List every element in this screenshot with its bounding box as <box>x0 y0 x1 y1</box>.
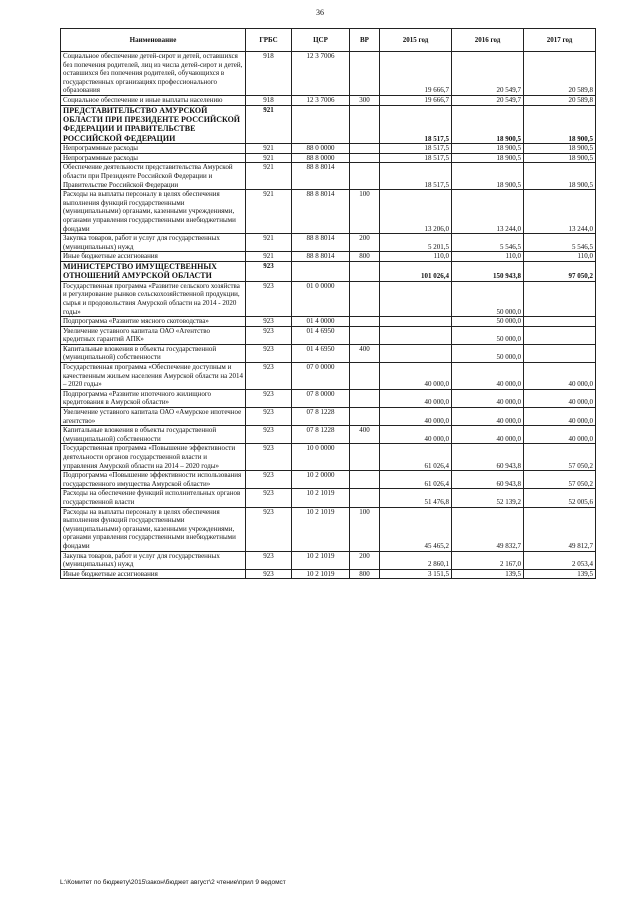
cell-2015: 18 517,5 <box>380 144 452 154</box>
cell-2017: 20 589,8 <box>524 52 596 96</box>
cell-2017: 97 050,2 <box>524 261 596 281</box>
cell-grbs: 923 <box>246 444 292 471</box>
column-header-name: Наименование <box>61 29 246 52</box>
cell-vr <box>350 363 380 390</box>
cell-name: Социальное обеспечение детей-сирот и детей, оставшихся без попечения родителей, лиц из числа детей-сирот и детей, оставшихся без попечения родителей, обучающихся в государственных организациях профессионального образования <box>61 52 246 96</box>
column-header-2016: 2016 год <box>452 29 524 52</box>
cell-2015 <box>380 326 452 344</box>
cell-2017: 20 589,8 <box>524 95 596 105</box>
cell-2015: 3 151,5 <box>380 569 452 579</box>
cell-2015: 40 000,0 <box>380 426 452 444</box>
cell-grbs: 921 <box>246 234 292 252</box>
cell-2017: 2 053,4 <box>524 551 596 569</box>
table-row <box>61 569 596 579</box>
cell-name: Расходы на выплаты персоналу в целях обеспечения выполнения функций государственными (муниципальными) органами, казенными учреждениями, органами управления государственными внебюджетными фондами <box>61 507 246 551</box>
table-row <box>61 489 596 507</box>
cell-grbs: 921 <box>246 144 292 154</box>
cell-csr <box>292 261 350 281</box>
cell-csr: 10 2 1019 <box>292 489 350 507</box>
cell-name: Непрограммные расходы <box>61 144 246 154</box>
cell-vr <box>350 261 380 281</box>
cell-grbs: 918 <box>246 95 292 105</box>
cell-2017: 18 900,5 <box>524 144 596 154</box>
table-row <box>61 389 596 407</box>
cell-2017: 110,0 <box>524 252 596 262</box>
cell-2017: 40 000,0 <box>524 363 596 390</box>
cell-vr <box>350 144 380 154</box>
cell-2015: 40 000,0 <box>380 408 452 426</box>
cell-grbs: 918 <box>246 52 292 96</box>
cell-2015: 18 517,5 <box>380 163 452 190</box>
cell-name: Иные бюджетные ассигнования <box>61 252 246 262</box>
cell-2016: 2 167,0 <box>452 551 524 569</box>
table-row <box>61 144 596 154</box>
table-body <box>61 52 596 579</box>
cell-name: Капитальные вложения в объекты государственной (муниципальной) собственности <box>61 426 246 444</box>
cell-vr: 100 <box>350 507 380 551</box>
cell-name: Государственная программа «Развитие сельского хозяйства и регулирование рынков сельскохозяйственной продукции, сырья и продовольствия Амурской области на 2014 - 2020 годы» <box>61 281 246 316</box>
cell-csr: 10 2 1019 <box>292 551 350 569</box>
cell-2015: 45 465,2 <box>380 507 452 551</box>
cell-csr: 10 2 1019 <box>292 569 350 579</box>
table-row <box>61 363 596 390</box>
cell-csr: 88 8 8014 <box>292 190 350 234</box>
cell-vr: 400 <box>350 426 380 444</box>
cell-2017: 49 812,7 <box>524 507 596 551</box>
cell-2015: 19 666,7 <box>380 95 452 105</box>
cell-csr: 88 8 8014 <box>292 234 350 252</box>
cell-2017 <box>524 317 596 327</box>
table-row <box>61 252 596 262</box>
cell-2016: 40 000,0 <box>452 426 524 444</box>
cell-2016: 50 000,0 <box>452 326 524 344</box>
cell-2016: 40 000,0 <box>452 363 524 390</box>
cell-vr <box>350 52 380 96</box>
cell-2017: 18 900,5 <box>524 163 596 190</box>
cell-name: Обеспечение деятельности представительства Амурской области при Президенте Российской Федерации и Правительстве Российской Федерации <box>61 163 246 190</box>
cell-csr: 12 3 7006 <box>292 95 350 105</box>
cell-csr: 07 0 0000 <box>292 363 350 390</box>
table-row <box>61 261 596 281</box>
table-row <box>61 95 596 105</box>
table-row <box>61 444 596 471</box>
cell-grbs: 921 <box>246 252 292 262</box>
table-row <box>61 317 596 327</box>
cell-name: МИНИСТЕРСТВО ИМУЩЕСТВЕННЫХ ОТНОШЕНИЙ АМУРСКОЙ ОБЛАСТИ <box>61 261 246 281</box>
table-row <box>61 344 596 362</box>
cell-csr: 88 0 0000 <box>292 144 350 154</box>
cell-csr: 88 8 8014 <box>292 163 350 190</box>
cell-vr <box>350 444 380 471</box>
cell-2016: 13 244,0 <box>452 190 524 234</box>
cell-name: Подпрограмма «Развитие ипотечного жилищного кредитования в Амурской области» <box>61 389 246 407</box>
cell-2015: 51 476,8 <box>380 489 452 507</box>
cell-2015: 19 666,7 <box>380 52 452 96</box>
cell-csr <box>292 105 350 144</box>
cell-grbs: 921 <box>246 163 292 190</box>
column-header-2015: 2015 год <box>380 29 452 52</box>
cell-2017 <box>524 344 596 362</box>
table-row <box>61 153 596 163</box>
cell-2016: 49 832,7 <box>452 507 524 551</box>
cell-2017 <box>524 326 596 344</box>
cell-csr: 12 3 7006 <box>292 52 350 96</box>
cell-2015: 13 206,0 <box>380 190 452 234</box>
cell-csr: 01 4 0000 <box>292 317 350 327</box>
table-row <box>61 426 596 444</box>
cell-2017: 57 050,2 <box>524 444 596 471</box>
cell-2017: 40 000,0 <box>524 389 596 407</box>
cell-2016: 40 000,0 <box>452 408 524 426</box>
cell-2016: 18 900,5 <box>452 153 524 163</box>
cell-vr: 800 <box>350 252 380 262</box>
cell-name: Социальное обеспечение и иные выплаты населению <box>61 95 246 105</box>
cell-csr: 88 8 0000 <box>292 153 350 163</box>
cell-name: Закупка товаров, работ и услуг для государственных (муниципальных) нужд <box>61 551 246 569</box>
cell-vr <box>350 471 380 489</box>
cell-2016: 50 000,0 <box>452 317 524 327</box>
file-path-footer: L:\Комитет по бюджету\2015\закон\бюджет август\2 чтение\прил 9 ведомст <box>60 879 286 886</box>
table-row <box>61 190 596 234</box>
cell-2015: 18 517,5 <box>380 105 452 144</box>
cell-vr: 800 <box>350 569 380 579</box>
cell-2016: 40 000,0 <box>452 389 524 407</box>
cell-grbs: 923 <box>246 569 292 579</box>
cell-vr <box>350 153 380 163</box>
cell-csr: 01 4 6950 <box>292 344 350 362</box>
cell-2017: 18 900,5 <box>524 105 596 144</box>
cell-grbs: 923 <box>246 326 292 344</box>
table-row <box>61 163 596 190</box>
expenditure-table <box>60 28 596 579</box>
cell-2015 <box>380 317 452 327</box>
table-row <box>61 507 596 551</box>
cell-2017: 52 005,6 <box>524 489 596 507</box>
cell-2016: 5 546,5 <box>452 234 524 252</box>
cell-vr: 200 <box>350 234 380 252</box>
cell-2016: 52 139,2 <box>452 489 524 507</box>
cell-2015: 2 860,1 <box>380 551 452 569</box>
table-row <box>61 551 596 569</box>
cell-grbs: 923 <box>246 344 292 362</box>
cell-vr: 200 <box>350 551 380 569</box>
column-header-csr: ЦСР <box>292 29 350 52</box>
cell-vr <box>350 105 380 144</box>
table-row <box>61 326 596 344</box>
cell-name: Закупка товаров, работ и услуг для государственных (муниципальных) нужд <box>61 234 246 252</box>
cell-csr: 10 0 0000 <box>292 444 350 471</box>
cell-csr: 01 4 6950 <box>292 326 350 344</box>
cell-2015 <box>380 281 452 316</box>
cell-2017: 18 900,5 <box>524 153 596 163</box>
cell-2017: 40 000,0 <box>524 408 596 426</box>
cell-2016: 18 900,5 <box>452 144 524 154</box>
cell-name: Непрограммные расходы <box>61 153 246 163</box>
cell-name: Государственная программа «Повышение эффективности деятельности органов государственной власти и управления Амурской области на 2014 – 2020 годы» <box>61 444 246 471</box>
cell-grbs: 923 <box>246 261 292 281</box>
cell-2015: 40 000,0 <box>380 363 452 390</box>
cell-vr: 100 <box>350 190 380 234</box>
cell-2016: 20 549,7 <box>452 95 524 105</box>
cell-2017: 13 244,0 <box>524 190 596 234</box>
cell-csr: 01 0 0000 <box>292 281 350 316</box>
cell-2017: 5 546,5 <box>524 234 596 252</box>
cell-grbs: 923 <box>246 426 292 444</box>
cell-2017: 57 050,2 <box>524 471 596 489</box>
cell-grbs: 923 <box>246 317 292 327</box>
cell-vr: 400 <box>350 344 380 362</box>
table-row <box>61 52 596 96</box>
cell-csr: 07 8 0000 <box>292 389 350 407</box>
cell-2015: 5 201,5 <box>380 234 452 252</box>
cell-2016: 150 943,8 <box>452 261 524 281</box>
cell-2016: 18 900,5 <box>452 105 524 144</box>
cell-2015: 18 517,5 <box>380 153 452 163</box>
table-row <box>61 471 596 489</box>
cell-name: Подпрограмма «Повышение эффективности использования государственного имущества Амурской области» <box>61 471 246 489</box>
cell-csr: 10 2 0000 <box>292 471 350 489</box>
cell-2017: 139,5 <box>524 569 596 579</box>
cell-2015: 110,0 <box>380 252 452 262</box>
cell-csr: 88 8 8014 <box>292 252 350 262</box>
column-header-2017: 2017 год <box>524 29 596 52</box>
table-row <box>61 234 596 252</box>
cell-csr: 10 2 1019 <box>292 507 350 551</box>
cell-2015: 101 026,4 <box>380 261 452 281</box>
cell-grbs: 923 <box>246 408 292 426</box>
cell-2016: 20 549,7 <box>452 52 524 96</box>
cell-name: Иные бюджетные ассигнования <box>61 569 246 579</box>
table-header-row <box>61 29 596 52</box>
cell-2016: 18 900,5 <box>452 163 524 190</box>
cell-grbs: 921 <box>246 153 292 163</box>
cell-vr: 300 <box>350 95 380 105</box>
cell-grbs: 923 <box>246 471 292 489</box>
table-row <box>61 105 596 144</box>
cell-grbs: 923 <box>246 281 292 316</box>
cell-name: Государственная программа «Обеспечение доступным и качественным жильем населения Амурской области на 2014 – 2020 годы» <box>61 363 246 390</box>
cell-grbs: 921 <box>246 105 292 144</box>
cell-vr <box>350 326 380 344</box>
cell-2017: 40 000,0 <box>524 426 596 444</box>
cell-2015: 40 000,0 <box>380 389 452 407</box>
cell-2016: 139,5 <box>452 569 524 579</box>
cell-name: Подпрограмма «Развитие мясного скотоводства» <box>61 317 246 327</box>
cell-2016: 60 943,8 <box>452 471 524 489</box>
cell-vr <box>350 489 380 507</box>
cell-name: Капитальные вложения в объекты государственной (муниципальной) собственности <box>61 344 246 362</box>
cell-grbs: 923 <box>246 389 292 407</box>
cell-2015: 61 026,4 <box>380 444 452 471</box>
cell-vr <box>350 317 380 327</box>
column-header-vr: ВР <box>350 29 380 52</box>
cell-grbs: 923 <box>246 507 292 551</box>
cell-2015: 61 026,4 <box>380 471 452 489</box>
cell-name: Расходы на выплаты персоналу в целях обеспечения выполнения функций государственными (муниципальными) органами, казенными учреждениями, органами управления государственными внебюджетными фондами <box>61 190 246 234</box>
column-header-grbs: ГРБС <box>246 29 292 52</box>
cell-name: ПРЕДСТАВИТЕЛЬСТВО АМУРСКОЙ ОБЛАСТИ ПРИ ПРЕЗИДЕНТЕ РОССИЙСКОЙ ФЕДЕРАЦИИ И ПРАВИТЕЛЬСТВЕ РОССИЙСКОЙ ФЕДЕРАЦИИ <box>61 105 246 144</box>
cell-grbs: 921 <box>246 190 292 234</box>
page-number: 36 <box>316 8 324 17</box>
cell-csr: 07 8 1228 <box>292 426 350 444</box>
cell-grbs: 923 <box>246 551 292 569</box>
cell-csr: 07 8 1228 <box>292 408 350 426</box>
cell-2017 <box>524 281 596 316</box>
cell-vr <box>350 281 380 316</box>
table-row <box>61 408 596 426</box>
cell-vr <box>350 163 380 190</box>
cell-2015 <box>380 344 452 362</box>
cell-vr <box>350 408 380 426</box>
cell-grbs: 923 <box>246 489 292 507</box>
cell-2016: 60 943,8 <box>452 444 524 471</box>
cell-2016: 50 000,0 <box>452 344 524 362</box>
cell-2016: 50 000,0 <box>452 281 524 316</box>
table-row <box>61 281 596 316</box>
cell-name: Расходы на обеспечение функций исполнительных органов государственной власти <box>61 489 246 507</box>
cell-2016: 110,0 <box>452 252 524 262</box>
cell-grbs: 923 <box>246 363 292 390</box>
cell-name: Увеличение уставного капитала ОАО «Амурское ипотечное агентство» <box>61 408 246 426</box>
cell-vr <box>350 389 380 407</box>
cell-name: Увеличение уставного капитала ОАО «Агентство кредитных гарантий АПК» <box>61 326 246 344</box>
